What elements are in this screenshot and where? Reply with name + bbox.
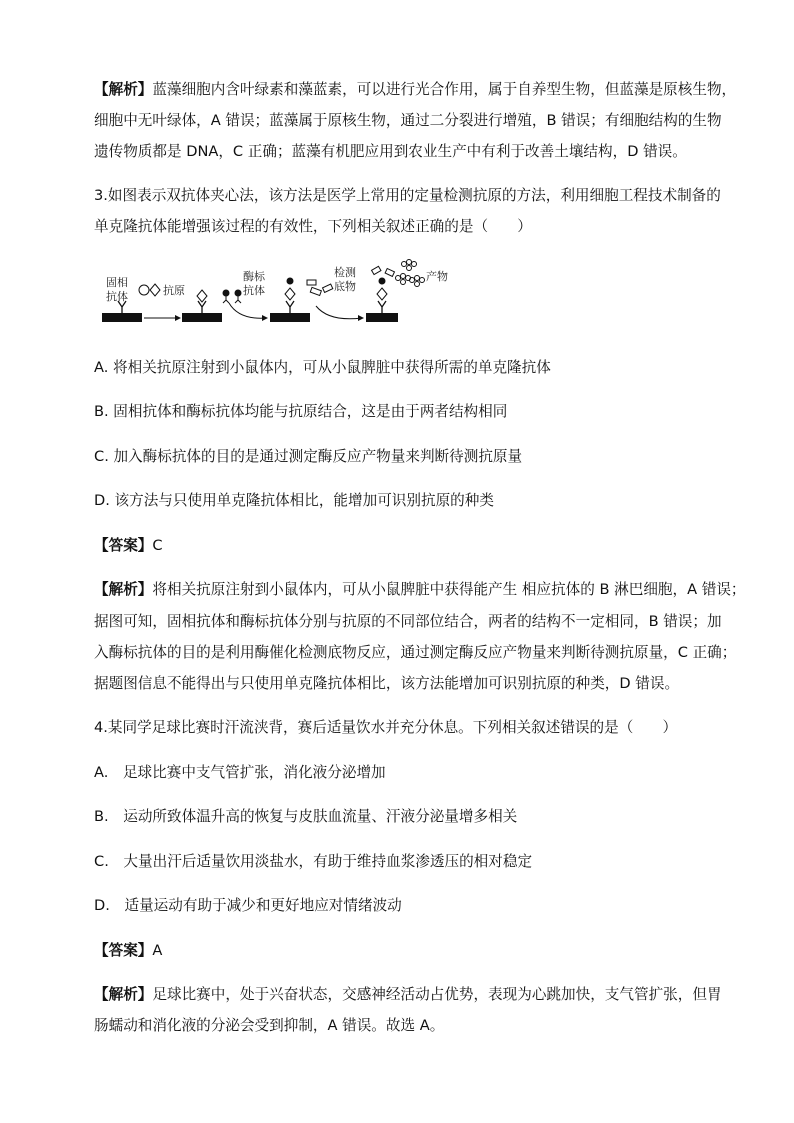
bound-antigen-3 <box>285 288 295 300</box>
bound-enzyme-3 <box>287 278 294 285</box>
product-cluster-3 <box>410 276 425 287</box>
option-c <box>94 447 522 467</box>
line-text: B. 运动所致体温升高的恢复与皮肤血流量、汗液分泌量增多相关 <box>94 808 518 825</box>
question-stem <box>94 217 532 237</box>
line-text: D. 该方法与只使用单克隆抗体相比，能增加可识别抗原的种类 <box>94 492 494 509</box>
solid-antibody-4 <box>378 301 386 313</box>
line-text: D. 适量运动有助于减少和更好地应对情绪波动 <box>94 897 402 914</box>
bound-enzyme-4 <box>379 278 386 285</box>
line-text: C <box>152 537 163 554</box>
arrowhead-2 <box>262 315 268 321</box>
arrowhead-1 <box>175 315 181 321</box>
line-text: A. 足球比赛中支气管扩张，消化液分泌增加 <box>94 764 386 781</box>
line-text: 足球比赛中，处于兴奋状态，交感神经活动占优势，表现为心跳加快，支气管扩张，但胃 <box>152 986 722 1003</box>
solid-antibody-3 <box>286 301 294 313</box>
option-b <box>94 402 507 422</box>
arrowhead-3 <box>358 315 364 321</box>
arrow-2 <box>229 303 266 318</box>
text-line <box>94 111 722 131</box>
text-line <box>94 80 736 100</box>
solid-phase-plate-2 <box>182 313 222 322</box>
line-text: 蓝藻细胞内含叶绿素和藻蓝素，可以进行光合作用，属于自养型生物，但蓝藻是原核生物， <box>152 81 737 98</box>
solid-phase-plate-1 <box>102 313 142 322</box>
text-line <box>94 1016 444 1036</box>
substrate-2 <box>310 287 321 295</box>
text-line <box>94 643 736 663</box>
line-text: A <box>152 942 163 959</box>
label-substrate-2: 底物 <box>334 280 356 293</box>
question-stem <box>94 718 677 738</box>
line-text: 3.如图表示双抗体夹心法，该方法是医学上常用的定量检测抗原的方法，利用细胞工程技术制备的 <box>94 187 721 204</box>
line-text: B. 固相抗体和酶标抗体均能与抗原结合，这是由于两者结构相同 <box>94 403 508 420</box>
product-cluster-1 <box>402 260 417 271</box>
enzyme-dot-2 <box>235 290 242 297</box>
solid-phase-plate-3 <box>270 313 310 322</box>
option-a <box>94 358 551 378</box>
label-solid-antibody-2: 抗体 <box>106 290 128 303</box>
solid-phase-plate-4 <box>366 313 398 322</box>
text-line <box>94 580 746 600</box>
question-stem <box>94 186 721 206</box>
option-d <box>94 896 402 916</box>
line-text: 4.某同学足球比赛时汗流浃背，赛后适量饮水并充分休息。下列相关叙述错误的是（ ） <box>94 719 678 736</box>
antigen-diamond <box>150 284 160 296</box>
answer-line <box>94 941 162 961</box>
line-text: C. 大量出汗后适量饮用淡盐水，有助于维持血浆渗透压的相对稳定 <box>94 853 533 870</box>
label-enzyme-antibody-1: 酶标 <box>243 270 265 283</box>
antigen-circle <box>139 285 149 295</box>
label-enzyme-antibody-2: 抗体 <box>243 284 265 297</box>
line-label: 【解析】 <box>94 581 153 598</box>
option-b <box>94 807 517 827</box>
substrate-3 <box>323 284 333 292</box>
substrate-4 <box>372 266 381 274</box>
arrow-3 <box>316 306 362 319</box>
text-line <box>94 985 722 1005</box>
enzyme-antibody-1 <box>223 296 229 303</box>
line-text: 入酶标抗体的目的是利用酶催化检测底物反应，通过测定酶反应产物量来判断待测抗原量，C 正确； <box>94 644 737 661</box>
line-text: 将相关抗原注射到小鼠体内，可从小鼠脾脏中获得能产生 相应抗体的 B 淋巴细胞，A 错误； <box>152 581 746 598</box>
line-label: 【解析】 <box>94 81 153 98</box>
line-text: 细胞中无叶绿体，A 错误；蓝藻属于原核生物，通过二分裂进行增殖，B 错误；有细胞结构的生物 <box>94 112 722 129</box>
product-cluster-2 <box>396 274 411 285</box>
text-line <box>94 612 722 632</box>
line-text: 遗传物质都是 DNA，C 正确；蓝藻有机肥应用到农业生产中有利于改善土壤结构，D 错误。 <box>94 143 687 160</box>
option-c <box>94 852 532 872</box>
text-line <box>94 142 687 162</box>
line-text: 肠蠕动和消化液的分泌会受到抑制，A 错误。故选 A。 <box>94 1017 445 1034</box>
label-solid-antibody-1: 固相 <box>106 276 128 289</box>
line-text: 据题图信息不能得出与只使用单克隆抗体相比，该方法能增加可识别抗原的种类，D 错误。 <box>94 675 680 692</box>
solid-antibody-2 <box>198 301 206 313</box>
line-label: 【解析】 <box>94 986 153 1003</box>
text-line <box>94 674 679 694</box>
line-text: 据图可知，固相抗体和酶标抗体分别与抗原的不同部位结合，两者的结构不一定相同，B 错误；加 <box>94 613 722 630</box>
substrate-1 <box>307 280 316 285</box>
label-product: 产物 <box>426 270 448 283</box>
answer-line <box>94 536 163 556</box>
option-d <box>94 491 494 511</box>
bound-antigen-2 <box>197 290 207 302</box>
sandwich-elisa-diagram <box>94 258 474 330</box>
substrate-5 <box>385 268 394 276</box>
line-text: 单克隆抗体能增强该过程的有效性，下列相关叙述正确的是（ ） <box>94 218 532 235</box>
enzyme-antibody-2 <box>235 296 241 303</box>
option-a <box>94 763 386 783</box>
label-substrate-1: 检测 <box>334 266 356 279</box>
line-text: A. 将相关抗原注射到小鼠体内，可从小鼠脾脏中获得所需的单克隆抗体 <box>94 359 551 376</box>
label-antigen: 抗原 <box>163 284 185 297</box>
line-label: 【答案】 <box>94 537 153 554</box>
enzyme-dot-1 <box>223 290 230 297</box>
bound-antigen-4 <box>377 288 387 300</box>
line-label: 【答案】 <box>94 942 153 959</box>
line-text: C. 加入酶标抗体的目的是通过测定酶反应产物量来判断待测抗原量 <box>94 448 523 465</box>
